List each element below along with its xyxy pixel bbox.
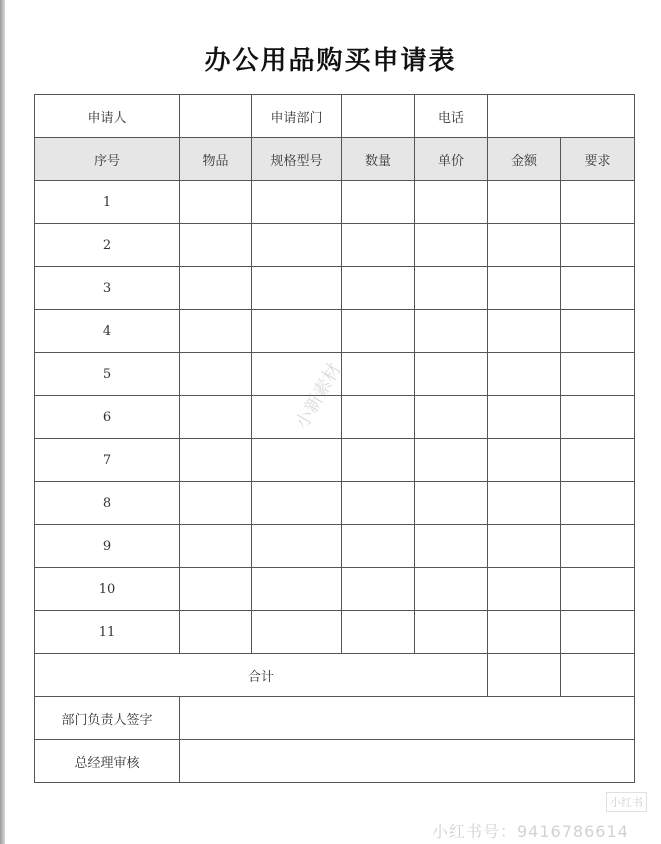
row-serial-number: 4	[35, 310, 180, 353]
requirement-cell[interactable]	[561, 181, 635, 224]
amount-cell[interactable]	[488, 396, 561, 439]
item-cell[interactable]	[180, 224, 252, 267]
quantity-cell[interactable]	[342, 181, 415, 224]
requirement-cell[interactable]	[561, 525, 635, 568]
amount-cell[interactable]	[488, 525, 561, 568]
spec-cell[interactable]	[252, 568, 342, 611]
requirement-cell[interactable]	[561, 611, 635, 654]
item-cell[interactable]	[180, 396, 252, 439]
header-unit-price: 单价	[415, 138, 488, 181]
table-row	[35, 568, 635, 611]
gm-review-row	[35, 740, 635, 783]
quantity-cell[interactable]	[342, 439, 415, 482]
amount-cell[interactable]	[488, 310, 561, 353]
requirement-cell[interactable]	[561, 482, 635, 525]
row-serial-number: 9	[35, 525, 180, 568]
header-row	[35, 138, 635, 181]
row-serial-number: 5	[35, 353, 180, 396]
row-serial-number: 10	[35, 568, 180, 611]
quantity-cell[interactable]	[342, 525, 415, 568]
row-serial-number: 11	[35, 611, 180, 654]
item-cell[interactable]	[180, 267, 252, 310]
header-amount: 金额	[488, 138, 561, 181]
table-row	[35, 396, 635, 439]
requirement-cell[interactable]	[561, 310, 635, 353]
requirement-cell[interactable]	[561, 224, 635, 267]
table-row	[35, 611, 635, 654]
table-row	[35, 267, 635, 310]
table-row	[35, 224, 635, 267]
requirement-cell[interactable]	[561, 439, 635, 482]
table-row	[35, 310, 635, 353]
purchase-request-table	[34, 94, 635, 783]
amount-cell[interactable]	[488, 568, 561, 611]
header-item: 物品	[180, 138, 252, 181]
unit-price-cell[interactable]	[415, 525, 488, 568]
spec-cell[interactable]	[252, 525, 342, 568]
department-input[interactable]	[342, 95, 415, 138]
amount-cell[interactable]	[488, 181, 561, 224]
corner-badge: 小红书	[606, 792, 647, 812]
row-serial-number: 6	[35, 396, 180, 439]
applicant-label: 申请人	[35, 95, 180, 138]
unit-price-cell[interactable]	[415, 396, 488, 439]
spec-cell[interactable]	[252, 224, 342, 267]
spec-cell[interactable]	[252, 611, 342, 654]
unit-price-cell[interactable]	[415, 611, 488, 654]
spec-cell[interactable]	[252, 439, 342, 482]
row-serial-number: 7	[35, 439, 180, 482]
row-serial-number: 8	[35, 482, 180, 525]
item-cell[interactable]	[180, 568, 252, 611]
unit-price-cell[interactable]	[415, 224, 488, 267]
quantity-cell[interactable]	[342, 482, 415, 525]
header-requirement: 要求	[561, 138, 635, 181]
total-row	[35, 654, 635, 697]
header-quantity: 数量	[342, 138, 415, 181]
gm-review-label: 总经理审核	[35, 740, 180, 783]
total-label: 合计	[35, 654, 488, 697]
phone-label: 电话	[415, 95, 488, 138]
amount-cell[interactable]	[488, 439, 561, 482]
page-edge-shadow	[0, 0, 5, 844]
spec-cell[interactable]	[252, 310, 342, 353]
requirement-cell[interactable]	[561, 568, 635, 611]
table-row	[35, 482, 635, 525]
quantity-cell[interactable]	[342, 568, 415, 611]
dept-head-signature-field[interactable]	[180, 697, 635, 740]
quantity-cell[interactable]	[342, 396, 415, 439]
table-row	[35, 181, 635, 224]
spec-cell[interactable]	[252, 482, 342, 525]
unit-price-cell[interactable]	[415, 482, 488, 525]
quantity-cell[interactable]	[342, 310, 415, 353]
item-cell[interactable]	[180, 353, 252, 396]
requirement-cell[interactable]	[561, 396, 635, 439]
info-row	[35, 95, 635, 138]
quantity-cell[interactable]	[342, 353, 415, 396]
requirement-cell[interactable]	[561, 353, 635, 396]
amount-cell[interactable]	[488, 224, 561, 267]
unit-price-cell[interactable]	[415, 181, 488, 224]
watermark-text: 小新素材	[291, 359, 346, 433]
header-serial: 序号	[35, 138, 180, 181]
quantity-cell[interactable]	[342, 224, 415, 267]
amount-cell[interactable]	[488, 482, 561, 525]
form-title: 办公用品购买申请表	[204, 46, 457, 76]
item-cell[interactable]	[180, 611, 252, 654]
item-cell[interactable]	[180, 181, 252, 224]
phone-input[interactable]	[488, 95, 635, 138]
unit-price-cell[interactable]	[415, 353, 488, 396]
amount-cell[interactable]	[488, 267, 561, 310]
footer-watermark-id: 小红书号：9416786614	[432, 822, 629, 841]
item-cell[interactable]	[180, 310, 252, 353]
row-serial-number: 3	[35, 267, 180, 310]
table-row	[35, 439, 635, 482]
amount-cell[interactable]	[488, 611, 561, 654]
dept-head-signature-row	[35, 697, 635, 740]
unit-price-cell[interactable]	[415, 267, 488, 310]
department-label: 申请部门	[252, 95, 342, 138]
item-cell[interactable]	[180, 482, 252, 525]
header-spec: 规格型号	[252, 138, 342, 181]
total-amount-cell[interactable]	[488, 654, 561, 697]
applicant-input[interactable]	[180, 95, 252, 138]
row-serial-number: 2	[35, 224, 180, 267]
spec-cell[interactable]	[252, 267, 342, 310]
requirement-cell[interactable]	[561, 267, 635, 310]
total-requirement-cell[interactable]	[561, 654, 635, 697]
row-serial-number: 1	[35, 181, 180, 224]
quantity-cell[interactable]	[342, 611, 415, 654]
item-cell[interactable]	[180, 439, 252, 482]
dept-head-signature-label: 部门负责人签字	[35, 697, 180, 740]
table-row	[35, 525, 635, 568]
unit-price-cell[interactable]	[415, 310, 488, 353]
quantity-cell[interactable]	[342, 267, 415, 310]
gm-review-field[interactable]	[180, 740, 635, 783]
item-cell[interactable]	[180, 525, 252, 568]
unit-price-cell[interactable]	[415, 568, 488, 611]
amount-cell[interactable]	[488, 353, 561, 396]
spec-cell[interactable]	[252, 181, 342, 224]
unit-price-cell[interactable]	[415, 439, 488, 482]
